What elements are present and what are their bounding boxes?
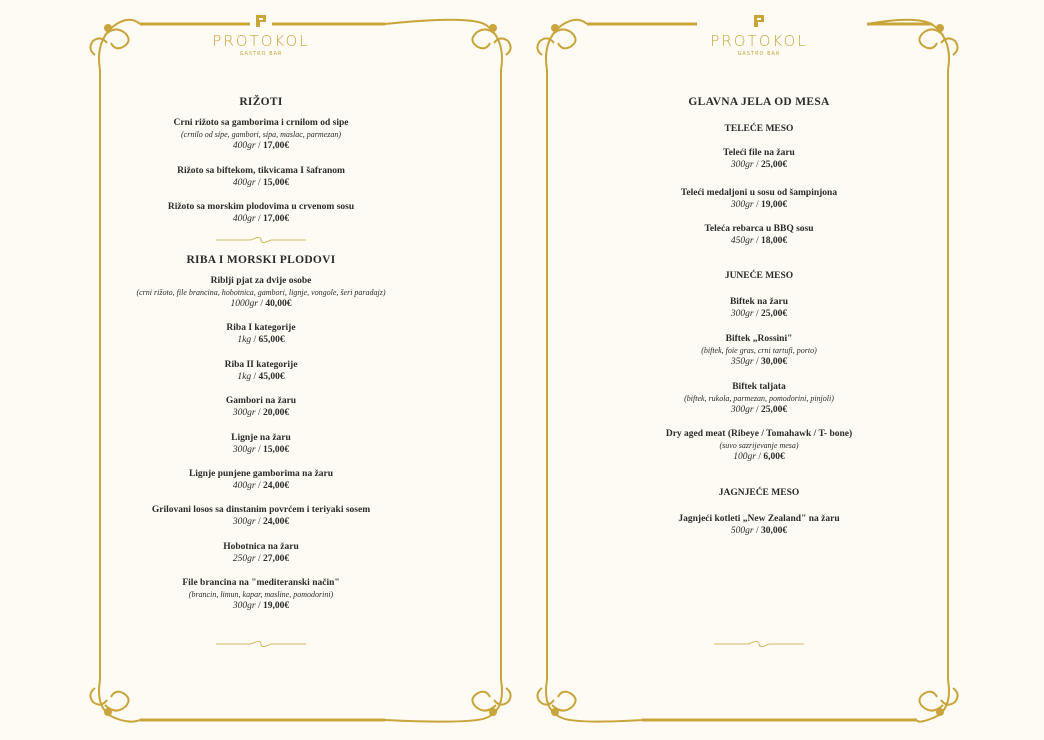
logo-mark-icon (255, 14, 267, 28)
menu-item (0, 541, 522, 565)
item-desc: (crni rižoto, file brancina, hobotnica, gambori, lignje, vongole, šeri paradajz) (136, 288, 386, 297)
brand-subtitle: GASTRO BAR (239, 51, 283, 57)
item-price: 300gr / 25,00€ (730, 309, 788, 319)
divider-ornament (216, 236, 306, 244)
item-desc: (crnilo od sipe, gambori, sipa, maslac, parmezan) (181, 130, 341, 139)
item-desc: (suvo sazrijevanje mesa) (719, 441, 799, 450)
item-name: Lignje na žaru (231, 433, 291, 443)
brand-logo (0, 14, 522, 57)
menu-item (0, 577, 522, 612)
item-price: 300gr / 19,00€ (730, 200, 788, 210)
menu-item (0, 117, 522, 152)
item-price: 1000gr / 40,00€ (230, 299, 292, 309)
item-price: 300gr / 24,00€ (232, 517, 290, 527)
menu-item (0, 432, 522, 456)
divider-ornament (714, 640, 804, 648)
menu-item (498, 333, 1020, 368)
menu-item (0, 165, 522, 189)
menu-page-right (522, 0, 1044, 740)
group-title-telece: TELEĆE MESO (724, 124, 794, 134)
item-desc: (biftek, rukola, parmezan, pomodorini, pinjoli) (684, 394, 834, 403)
brand-logo (498, 14, 1020, 57)
brand-name: PROTOKOL (212, 32, 310, 50)
item-name: Riba II kategorije (224, 360, 298, 370)
brand-name: PROTOKOL (710, 32, 808, 50)
menu-item (0, 504, 522, 528)
menu-item (0, 359, 522, 383)
menu-item (498, 381, 1020, 416)
item-price: 400gr / 17,00€ (232, 141, 290, 151)
item-price: 1kg / 65,00€ (237, 335, 285, 345)
item-desc: (biftek, foie gras, crni tartufi, porto) (701, 346, 817, 355)
item-price: 100gr / 6,00€ (733, 452, 785, 462)
menu-item (0, 395, 522, 419)
item-name: Biftek na žaru (729, 297, 789, 307)
item-name: Teleći medaljoni u sosu od šampinjona (680, 188, 838, 198)
section-title-meso: GLAVNA JELA OD MESA (688, 96, 830, 108)
brand-subtitle: GASTRO BAR (737, 51, 781, 57)
item-price: 300gr / 20,00€ (232, 408, 290, 418)
item-name: Crni rižoto sa gamborima i crnilom od sipe (173, 118, 349, 128)
item-price: 450gr / 18,00€ (730, 236, 788, 246)
item-name: Rižoto sa morskim plodovima u crvenom sosu (167, 202, 355, 212)
divider-ornament (216, 640, 306, 648)
item-name: Rižoto sa biftekom, tikvicama I šafranom (177, 166, 345, 176)
section-title-riba: RIBA I MORSKI PLODOVI (186, 254, 336, 266)
item-name: Gambori na žaru (225, 396, 297, 406)
item-price: 1kg / 45,00€ (237, 372, 285, 382)
item-price: 500gr / 30,00€ (730, 526, 788, 536)
item-name: Biftek taljata (732, 382, 786, 392)
menu-item (498, 513, 1020, 537)
item-price: 400gr / 15,00€ (232, 178, 290, 188)
menu-item (0, 322, 522, 346)
menu-item (498, 223, 1020, 247)
item-price: 400gr / 24,00€ (232, 481, 290, 491)
ornamental-frame (522, 0, 1044, 740)
logo-mark-icon (753, 14, 765, 28)
menu-item (0, 201, 522, 225)
item-name: Teleći file na žaru (723, 148, 795, 158)
menu-item (498, 428, 1020, 463)
item-price: 300gr / 25,00€ (730, 405, 788, 415)
item-name: Lignje punjene gamborima na žaru (188, 469, 334, 479)
section-title-rizoti: RIŽOTI (239, 96, 283, 108)
item-name: Hobotnica na žaru (223, 542, 299, 552)
item-name: Jagnjeći kotleti „New Zealand" na žaru (678, 514, 840, 524)
item-name: Riba I kategorije (226, 323, 296, 333)
menu-item (0, 468, 522, 492)
item-price: 300gr / 19,00€ (232, 601, 290, 611)
item-name: Biftek „Rossini" (725, 334, 793, 344)
item-desc: (brancin, limun, kapar, masline, pomodorini) (188, 590, 334, 599)
menu-item (498, 187, 1020, 211)
item-price: 250gr / 27,00€ (232, 554, 290, 564)
item-price: 300gr / 15,00€ (232, 445, 290, 455)
item-name: Grilovani losos sa dinstanim povrćem i teriyaki sosem (151, 505, 371, 515)
menu-item (498, 296, 1020, 320)
menu-item (0, 275, 522, 310)
item-name: Riblji pjat za dvije osobe (210, 276, 312, 286)
menu-item (498, 147, 1020, 171)
item-price: 350gr / 30,00€ (730, 357, 788, 367)
item-name: Dry aged meat (Ribeye / Tomahawk / T- bone) (665, 429, 853, 439)
item-name: Teleća rebarca u BBQ sosu (704, 224, 814, 234)
group-title-jagnjece: JAGNJEĆE MESO (718, 488, 800, 498)
group-title-junece: JUNEĆE MESO (724, 271, 794, 281)
item-name: File brancina na "mediteranski način" (182, 578, 340, 588)
item-price: 300gr / 25,00€ (730, 160, 788, 170)
item-price: 400gr / 17,00€ (232, 214, 290, 224)
